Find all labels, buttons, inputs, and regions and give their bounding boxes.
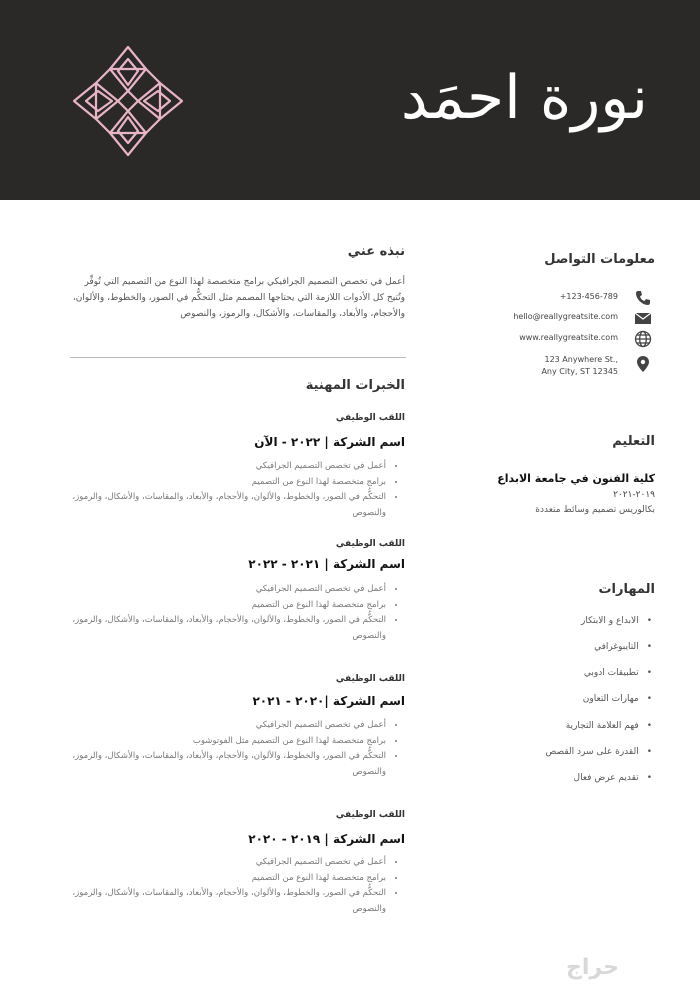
job-bullets [56, 855, 398, 917]
job-title: اللقب الوظيفي [335, 810, 405, 820]
job-bullet: • التحكُّم في الصور، والخطوط، والألوان، والأحجام، والأبعاد، والمقاسات، والأشكال، والرموز، والنصوص [56, 490, 386, 521]
job-bullet: • التحكُّم في الصور، والخطوط، والألوان، والأحجام، والأبعاد، والمقاسات، والأشكال، والرموز، والنصوص [56, 886, 386, 917]
job-bullet: • التحكُّم في الصور، والخطوط، والألوان، والأحجام، والأبعاد، والمقاسات، والأشكال، والرموز، والنصوص [56, 613, 386, 644]
education-years: ٢٠١٩-٢٠٢١ [613, 490, 655, 500]
job-title: اللقب الوظيفي [335, 539, 405, 549]
skills-heading: المهارات [598, 582, 655, 597]
address-line2: Any City, ST 12345 [541, 367, 618, 376]
job-bullets [56, 718, 398, 780]
contact-heading: معلومات التواصل [544, 252, 655, 267]
job-company: اسم الشركة |٢٠٢٠ - ٢٠٢١ [252, 694, 405, 708]
job-company: اسم الشركة | ٢٠١٩ - ٢٠٢٠ [248, 832, 405, 846]
job-bullets [56, 582, 398, 644]
experience-heading: الخبرات المهنية [305, 378, 405, 393]
job-bullet: • برامج متخصصة لهذا النوع من التصميم [56, 598, 386, 614]
job-bullets [56, 459, 398, 521]
skill-item: • تقديم عرض فعال [574, 773, 652, 783]
skill-item: • القدرة على سرد القصص [546, 747, 652, 757]
skill-item: • تطبيقات ادوبي [584, 668, 652, 678]
skill-item: • التايبوغرافي [594, 642, 652, 652]
person-name: نورة احمَد [400, 63, 648, 133]
address-line1: 123 Anywhere St., [544, 355, 618, 364]
skill-item: • فهم العلامة التجارية [566, 721, 652, 731]
phone-icon [634, 289, 652, 307]
job-bullet: • أعمل في تخصص التصميم الجرافيكي [56, 582, 386, 598]
job-company: اسم الشركة | ٢٠٢٢ - الآن [254, 435, 405, 449]
phone-text: +123-456-789 [559, 292, 618, 301]
contact-address [482, 355, 652, 381]
flower-logo-icon [70, 43, 186, 159]
education-school: كلية الفنون في جامعة الابداع [497, 472, 655, 485]
education-degree: بكالوريس تصميم وسائط متعددة [535, 505, 655, 515]
job-title: اللقب الوظيفي [335, 413, 405, 423]
job-bullet: • برامج متخصصة لهذا النوع من التصميم [56, 475, 386, 491]
mail-icon [634, 309, 652, 327]
job-bullet: • أعمل في تخصص التصميم الجرافيكي [56, 855, 386, 871]
location-pin-icon [634, 355, 652, 373]
job-bullet: • أعمل في تخصص التصميم الجرافيكي [56, 718, 386, 734]
skill-item: • الابداع و الابتكار [581, 616, 652, 626]
job-company: اسم الشركة | ٢٠٢١ - ٢٠٢٢ [248, 557, 405, 571]
education-heading: التعليم [612, 434, 655, 449]
job-bullet: • برامج متخصصة لهذا النوع من التصميم [56, 871, 386, 887]
job-bullet: • برامج متخصصة لهذا النوع من التصميم مثل الفوتوشوب [56, 734, 386, 750]
globe-icon [634, 330, 652, 348]
job-bullet: • أعمل في تخصص التصميم الجرافيكي [56, 459, 386, 475]
section-divider [70, 357, 406, 358]
contact-email [482, 309, 652, 327]
email-text: hello@reallygreatsite.com [513, 312, 618, 321]
contact-website [482, 330, 652, 348]
contact-phone [482, 289, 652, 307]
watermark-logo: حراج [566, 955, 619, 980]
skill-item: • مهارات التعاون [583, 694, 652, 704]
website-text: www.reallygreatsite.com [519, 333, 618, 342]
about-text: أعمل في تخصص التصميم الجرافيكي برامج متخصصة لهذا النوع من التصميم التي تُوفِّر وتُتيح كل الأدوات اللازمة التي يحتاجها المصمم مثل التحكُّم في الصور، والخطوط، والألوان، والأحجام، والأبعاد، والمقاسات، والأشكال، والرموز، والنصوص [72, 277, 405, 319]
job-title: اللقب الوظيفي [335, 674, 405, 684]
about-heading: نبذه عني [347, 244, 405, 259]
job-bullet: • التحكُّم في الصور، والخطوط، والألوان، والأحجام، والأبعاد، والمقاسات، والأشكال، والرموز، والنصوص [56, 749, 386, 780]
